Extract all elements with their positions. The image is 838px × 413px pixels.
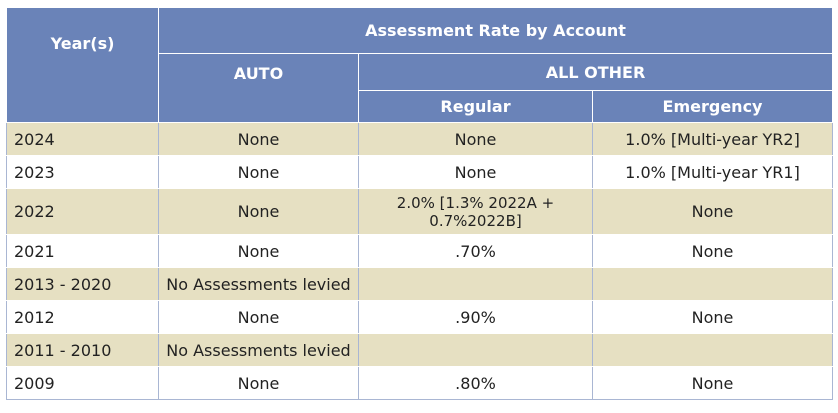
cell-year: 2021 (7, 235, 159, 268)
cell-regular: .90% (359, 301, 593, 334)
cell-year: 2013 - 2020 (7, 268, 159, 301)
cell-regular-empty (359, 334, 593, 367)
cell-regular: 2.0% [1.3% 2022A + 0.7%2022B] (359, 189, 593, 235)
cell-year: 2012 (7, 301, 159, 334)
table-row (7, 156, 833, 189)
cell-emergency: 1.0% [Multi-year YR1] (593, 156, 833, 189)
header-all-other: ALL OTHER (359, 54, 833, 91)
cell-year: 2023 (7, 156, 159, 189)
header-years: Year(s) (7, 8, 159, 123)
assessment-table-container (6, 7, 833, 400)
cell-regular: .70% (359, 235, 593, 268)
cell-emergency: None (593, 367, 833, 400)
cell-emergency-empty (593, 334, 833, 367)
cell-auto: None (159, 235, 359, 268)
cell-regular-empty (359, 268, 593, 301)
cell-regular: .80% (359, 367, 593, 400)
cell-auto: None (159, 301, 359, 334)
cell-emergency: 1.0% [Multi-year YR2] (593, 123, 833, 156)
cell-emergency: None (593, 189, 833, 235)
header-auto: AUTO (159, 54, 359, 123)
cell-auto: None (159, 156, 359, 189)
cell-emergency: None (593, 301, 833, 334)
header-assessment-rate: Assessment Rate by Account (159, 8, 833, 54)
table-row (7, 189, 833, 235)
cell-no-assessments-note: No Assessments levied (159, 334, 359, 367)
cell-auto: None (159, 189, 359, 235)
assessment-rate-table (6, 7, 833, 400)
cell-emergency: None (593, 235, 833, 268)
table-row (7, 367, 833, 400)
table-row (7, 268, 833, 301)
cell-year: 2024 (7, 123, 159, 156)
table-row (7, 123, 833, 156)
cell-emergency-empty (593, 268, 833, 301)
cell-year: 2022 (7, 189, 159, 235)
table-row (7, 301, 833, 334)
table-row (7, 235, 833, 268)
cell-year: 2009 (7, 367, 159, 400)
cell-regular: None (359, 123, 593, 156)
cell-auto: None (159, 123, 359, 156)
cell-no-assessments-note: No Assessments levied (159, 268, 359, 301)
cell-regular: None (359, 156, 593, 189)
table-row (7, 334, 833, 367)
header-regular: Regular (359, 91, 593, 123)
cell-auto: None (159, 367, 359, 400)
cell-year: 2011 - 2010 (7, 334, 159, 367)
header-emergency: Emergency (593, 91, 833, 123)
